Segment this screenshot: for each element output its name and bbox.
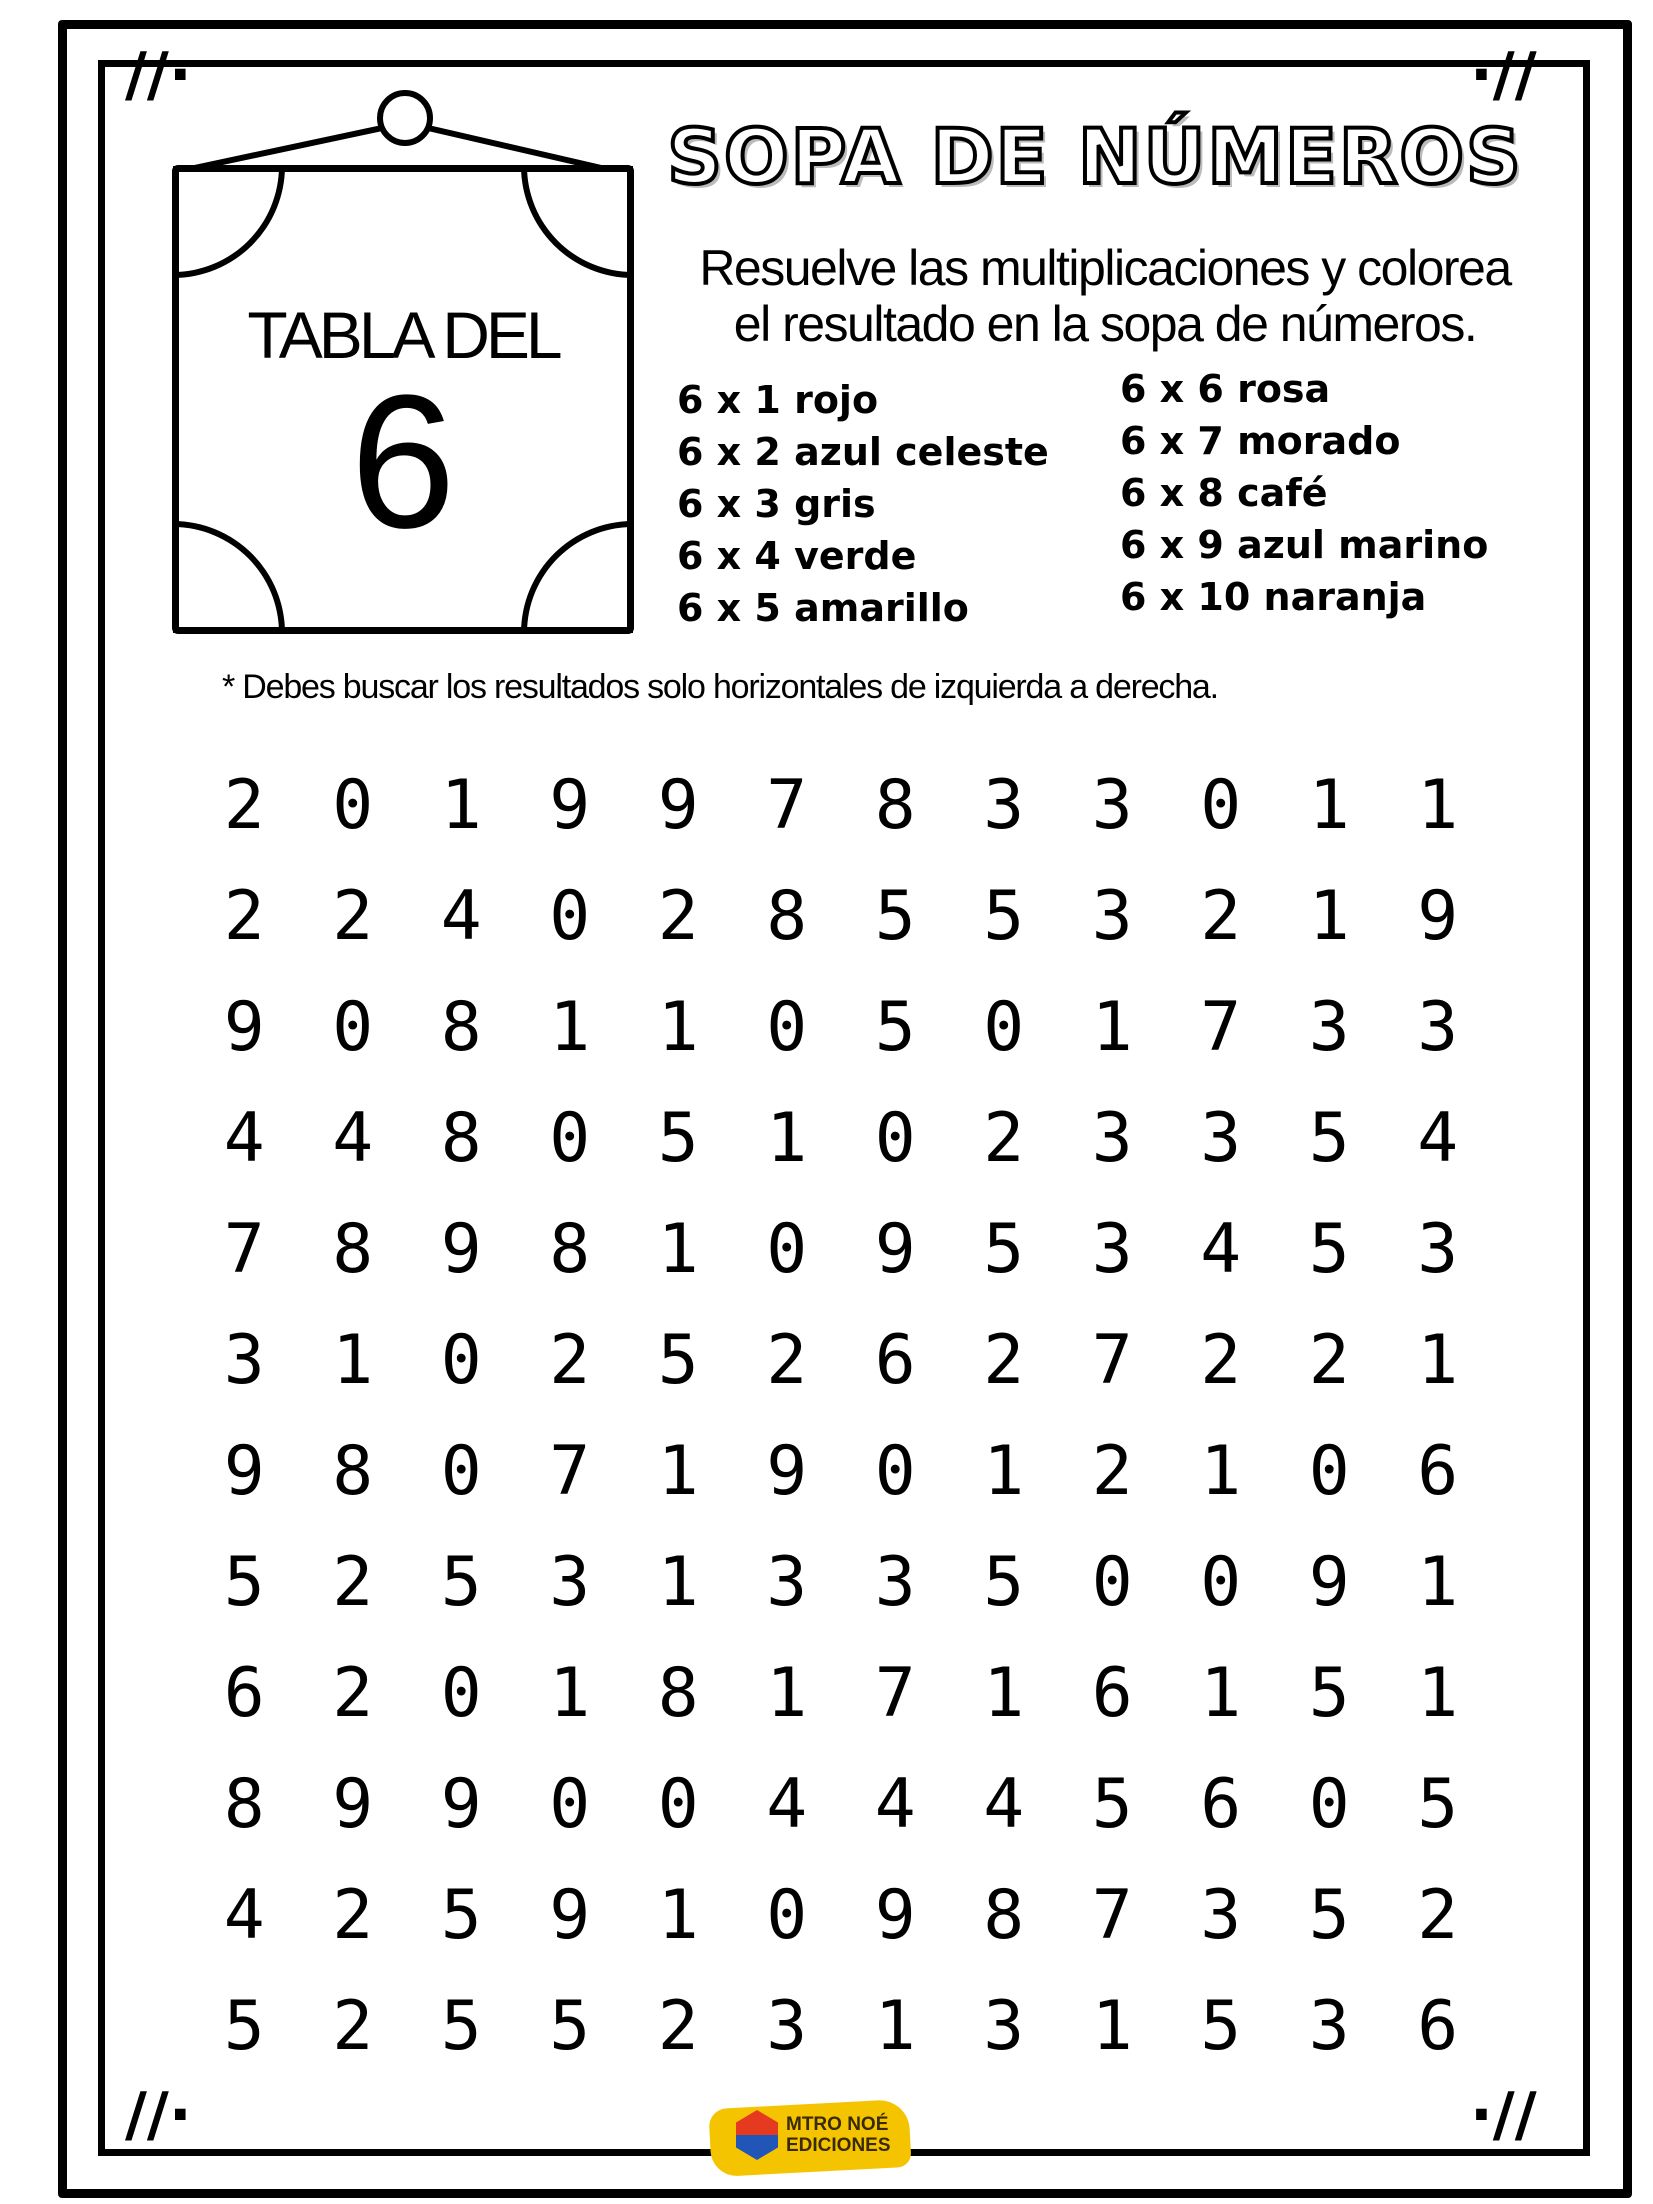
number-grid xyxy=(190,750,1492,2082)
grid-cell[interactable]: 5 xyxy=(1417,1765,1459,1844)
instructions-line: el resultado en la sopa de números. xyxy=(733,296,1477,352)
corner-ornament xyxy=(173,166,285,278)
grid-cell[interactable]: 2 xyxy=(332,1543,374,1622)
corner-doodle: ·// xyxy=(1470,40,1537,110)
grid-cell[interactable]: 8 xyxy=(657,1654,699,1733)
grid-cell[interactable]: 0 xyxy=(1308,1432,1350,1511)
grid-cell[interactable]: 3 xyxy=(1417,1210,1459,1289)
grid-cell[interactable]: 1 xyxy=(1308,877,1350,956)
corner-doodle: ·// xyxy=(1470,2080,1537,2150)
grid-cell[interactable]: 1 xyxy=(983,1654,1025,1733)
legend-item: 6 x 5 amarillo xyxy=(677,586,969,630)
grid-cell[interactable]: 8 xyxy=(549,1210,591,1289)
hanger-decoration xyxy=(0,0,700,180)
grid-cell[interactable]: 1 xyxy=(1417,1543,1459,1622)
corner-doodle: //· xyxy=(125,40,192,110)
grid-cell[interactable]: 9 xyxy=(549,1876,591,1955)
grid-cell[interactable]: 8 xyxy=(332,1432,374,1511)
legend-item: 6 x 1 rojo xyxy=(677,378,879,422)
grid-cell[interactable]: 0 xyxy=(766,988,808,1067)
grid-cell[interactable]: 1 xyxy=(1417,766,1459,845)
grid-cell[interactable]: 2 xyxy=(332,877,374,956)
grid-cell[interactable]: 0 xyxy=(549,1765,591,1844)
grid-cell[interactable]: 3 xyxy=(874,1543,916,1622)
grid-cell[interactable]: 2 xyxy=(1200,877,1242,956)
grid-cell[interactable]: 5 xyxy=(440,1543,482,1622)
grid-cell[interactable]: 3 xyxy=(1091,1099,1133,1178)
grid-cell[interactable]: 4 xyxy=(983,1765,1025,1844)
grid-cell[interactable]: 3 xyxy=(1091,877,1133,956)
grid-cell[interactable]: 8 xyxy=(874,766,916,845)
grid-cell[interactable]: 9 xyxy=(440,1210,482,1289)
grid-cell[interactable]: 9 xyxy=(440,1765,482,1844)
grid-cell[interactable]: 7 xyxy=(549,1432,591,1511)
grid-cell[interactable]: 1 xyxy=(549,1654,591,1733)
grid-cell[interactable]: 0 xyxy=(549,877,591,956)
grid-cell[interactable]: 6 xyxy=(1417,1987,1459,2066)
legend-left xyxy=(677,374,1049,634)
grid-cell[interactable]: 7 xyxy=(766,766,808,845)
grid-cell[interactable]: 5 xyxy=(1308,1876,1350,1955)
legend-item: 6 x 10 naranja xyxy=(1120,575,1427,619)
grid-cell[interactable]: 0 xyxy=(766,1876,808,1955)
grid-cell[interactable]: 5 xyxy=(874,988,916,1067)
legend-item: 6 x 6 rosa xyxy=(1120,367,1331,411)
grid-cell[interactable]: 0 xyxy=(874,1099,916,1178)
grid-cell[interactable]: 5 xyxy=(440,1987,482,2066)
grid-cell[interactable]: 8 xyxy=(332,1210,374,1289)
grid-cell[interactable]: 3 xyxy=(549,1543,591,1622)
grid-cell[interactable]: 1 xyxy=(657,1432,699,1511)
grid-cell[interactable]: 1 xyxy=(766,1099,808,1178)
grid-cell[interactable]: 2 xyxy=(1091,1432,1133,1511)
grid-cell[interactable]: 4 xyxy=(874,1765,916,1844)
grid-cell[interactable]: 4 xyxy=(1200,1210,1242,1289)
grid-cell[interactable]: 2 xyxy=(332,1876,374,1955)
grid-cell[interactable]: 3 xyxy=(223,1321,265,1400)
grid-cell[interactable]: 9 xyxy=(223,1432,265,1511)
grid-cell[interactable]: 9 xyxy=(332,1765,374,1844)
grid-cell[interactable]: 1 xyxy=(657,988,699,1067)
grid-cell[interactable]: 5 xyxy=(983,1543,1025,1622)
grid-cell[interactable]: 8 xyxy=(440,1099,482,1178)
grid-cell[interactable]: 9 xyxy=(1308,1543,1350,1622)
grid-cell[interactable]: 2 xyxy=(223,877,265,956)
grid-cell[interactable]: 4 xyxy=(440,877,482,956)
grid-cell[interactable]: 6 xyxy=(1200,1765,1242,1844)
grid-cell[interactable]: 1 xyxy=(549,988,591,1067)
grid-cell[interactable]: 9 xyxy=(223,988,265,1067)
grid-cell[interactable]: 2 xyxy=(983,1321,1025,1400)
legend-item: 6 x 8 café xyxy=(1120,471,1328,515)
grid-cell[interactable]: 5 xyxy=(440,1876,482,1955)
grid-cell[interactable]: 1 xyxy=(1091,1987,1133,2066)
grid-cell[interactable]: 1 xyxy=(657,1876,699,1955)
grid-cell[interactable]: 2 xyxy=(1200,1321,1242,1400)
grid-cell[interactable]: 8 xyxy=(766,877,808,956)
corner-ornament xyxy=(521,166,633,278)
grid-cell[interactable]: 0 xyxy=(440,1654,482,1733)
grid-cell[interactable]: 3 xyxy=(1308,1987,1350,2066)
grid-cell[interactable]: 7 xyxy=(1200,988,1242,1067)
logo-text xyxy=(786,2114,891,2156)
grid-cell[interactable]: 3 xyxy=(1200,1876,1242,1955)
grid-cell[interactable]: 9 xyxy=(874,1876,916,1955)
grid-cell[interactable]: 2 xyxy=(766,1321,808,1400)
tabla-number: 6 xyxy=(350,356,456,568)
grid-cell[interactable]: 5 xyxy=(1200,1987,1242,2066)
grid-cell[interactable]: 2 xyxy=(332,1987,374,2066)
grid-cell[interactable]: 5 xyxy=(223,1987,265,2066)
grid-cell[interactable]: 9 xyxy=(874,1210,916,1289)
grid-cell[interactable]: 0 xyxy=(332,988,374,1067)
legend-item: 6 x 2 azul celeste xyxy=(677,430,1049,474)
grid-cell[interactable]: 6 xyxy=(874,1321,916,1400)
grid-cell[interactable]: 5 xyxy=(1091,1765,1133,1844)
grid-cell[interactable]: 5 xyxy=(657,1099,699,1178)
grid-cell[interactable]: 2 xyxy=(549,1321,591,1400)
grid-cell[interactable]: 4 xyxy=(1417,1099,1459,1178)
grid-cell[interactable]: 8 xyxy=(983,1876,1025,1955)
grid-cell[interactable]: 7 xyxy=(223,1210,265,1289)
grid-cell[interactable]: 7 xyxy=(1091,1321,1133,1400)
grid-cell[interactable]: 2 xyxy=(332,1654,374,1733)
grid-cell[interactable]: 2 xyxy=(983,1099,1025,1178)
grid-cell[interactable]: 1 xyxy=(1091,988,1133,1067)
grid-cell[interactable]: 1 xyxy=(1308,766,1350,845)
grid-cell[interactable]: 1 xyxy=(440,766,482,845)
grid-cell[interactable]: 1 xyxy=(657,1210,699,1289)
instructions-line: Resuelve las multiplicaciones y colorea xyxy=(699,240,1511,296)
grid-cell[interactable]: 5 xyxy=(983,1210,1025,1289)
grid-cell[interactable]: 5 xyxy=(1308,1654,1350,1733)
grid-cell[interactable]: 4 xyxy=(223,1099,265,1178)
grid-cell[interactable]: 3 xyxy=(1091,1210,1133,1289)
grid-cell[interactable]: 0 xyxy=(440,1321,482,1400)
grid-cell[interactable]: 0 xyxy=(332,766,374,845)
grid-cell[interactable]: 2 xyxy=(223,766,265,845)
grid-cell[interactable]: 7 xyxy=(874,1654,916,1733)
corner-doodle: //· xyxy=(125,2080,192,2150)
grid-cell[interactable]: 1 xyxy=(1200,1432,1242,1511)
grid-cell[interactable]: 1 xyxy=(1417,1321,1459,1400)
grid-cell[interactable]: 0 xyxy=(1091,1543,1133,1622)
grid-cell[interactable]: 2 xyxy=(1308,1321,1350,1400)
grid-cell[interactable]: 1 xyxy=(1200,1654,1242,1733)
grid-cell[interactable]: 4 xyxy=(223,1876,265,1955)
grid-cell[interactable]: 9 xyxy=(1417,877,1459,956)
legend-right xyxy=(1120,363,1488,623)
legend-item: 6 x 7 morado xyxy=(1120,419,1401,463)
grid-cell[interactable]: 2 xyxy=(657,877,699,956)
grid-cell[interactable]: 8 xyxy=(440,988,482,1067)
grid-cell[interactable]: 0 xyxy=(549,1099,591,1178)
grid-cell[interactable]: 2 xyxy=(1417,1876,1459,1955)
search-note: * Debes buscar los resultados solo horizontales de izquierda a derecha. xyxy=(222,668,1218,706)
grid-cell[interactable]: 5 xyxy=(1308,1099,1350,1178)
grid-cell[interactable]: 6 xyxy=(1091,1654,1133,1733)
grid-cell[interactable]: 3 xyxy=(766,1543,808,1622)
grid-cell[interactable]: 0 xyxy=(874,1432,916,1511)
grid-cell[interactable]: 5 xyxy=(657,1321,699,1400)
grid-cell[interactable]: 0 xyxy=(1200,766,1242,845)
grid-cell[interactable]: 6 xyxy=(1417,1432,1459,1511)
grid-cell[interactable]: 1 xyxy=(332,1321,374,1400)
grid-cell[interactable]: 1 xyxy=(983,1432,1025,1511)
tabla-box xyxy=(172,165,634,634)
grid-cell[interactable]: 0 xyxy=(1308,1765,1350,1844)
logo-line: MTRO NOÉ xyxy=(786,2114,889,2135)
page-title: SOPA DE NÚMEROS xyxy=(667,112,1523,201)
grid-cell[interactable]: 0 xyxy=(1200,1543,1242,1622)
grid-cell[interactable]: 7 xyxy=(1091,1876,1133,1955)
grid-cell[interactable]: 1 xyxy=(657,1543,699,1622)
grid-cell[interactable]: 0 xyxy=(440,1432,482,1511)
grid-cell[interactable]: 0 xyxy=(766,1210,808,1289)
grid-cell[interactable]: 2 xyxy=(657,1987,699,2066)
grid-cell[interactable]: 3 xyxy=(1417,988,1459,1067)
instructions xyxy=(640,240,1570,352)
grid-cell[interactable]: 1 xyxy=(766,1654,808,1733)
grid-cell[interactable]: 3 xyxy=(983,1987,1025,2066)
grid-cell[interactable]: 0 xyxy=(657,1765,699,1844)
grid-cell[interactable]: 0 xyxy=(983,988,1025,1067)
legend-item: 6 x 3 gris xyxy=(677,482,876,526)
grid-cell[interactable]: 5 xyxy=(874,877,916,956)
grid-cell[interactable]: 1 xyxy=(874,1987,916,2066)
legend-item: 6 x 4 verde xyxy=(677,534,917,578)
grid-cell[interactable]: 5 xyxy=(1308,1210,1350,1289)
grid-cell[interactable]: 3 xyxy=(1200,1099,1242,1178)
grid-cell[interactable]: 1 xyxy=(1417,1654,1459,1733)
grid-cell[interactable]: 9 xyxy=(549,766,591,845)
grid-cell[interactable]: 5 xyxy=(983,877,1025,956)
tabla-label: TABLA DEL xyxy=(247,298,559,372)
grid-cell[interactable]: 3 xyxy=(1308,988,1350,1067)
grid-cell[interactable]: 5 xyxy=(223,1543,265,1622)
grid-cell[interactable]: 4 xyxy=(766,1765,808,1844)
legend-item: 6 x 9 azul marino xyxy=(1120,523,1489,567)
logo-line: EDICIONES xyxy=(786,2135,891,2156)
grid-cell[interactable]: 3 xyxy=(983,766,1025,845)
publisher-logo xyxy=(700,2098,920,2178)
grid-cell[interactable]: 5 xyxy=(549,1987,591,2066)
grid-cell[interactable]: 8 xyxy=(223,1765,265,1844)
grid-cell[interactable]: 9 xyxy=(657,766,699,845)
grid-cell[interactable]: 6 xyxy=(223,1654,265,1733)
grid-cell[interactable]: 9 xyxy=(766,1432,808,1511)
grid-cell[interactable]: 3 xyxy=(766,1987,808,2066)
grid-cell[interactable]: 4 xyxy=(332,1099,374,1178)
grid-cell[interactable]: 3 xyxy=(1091,766,1133,845)
